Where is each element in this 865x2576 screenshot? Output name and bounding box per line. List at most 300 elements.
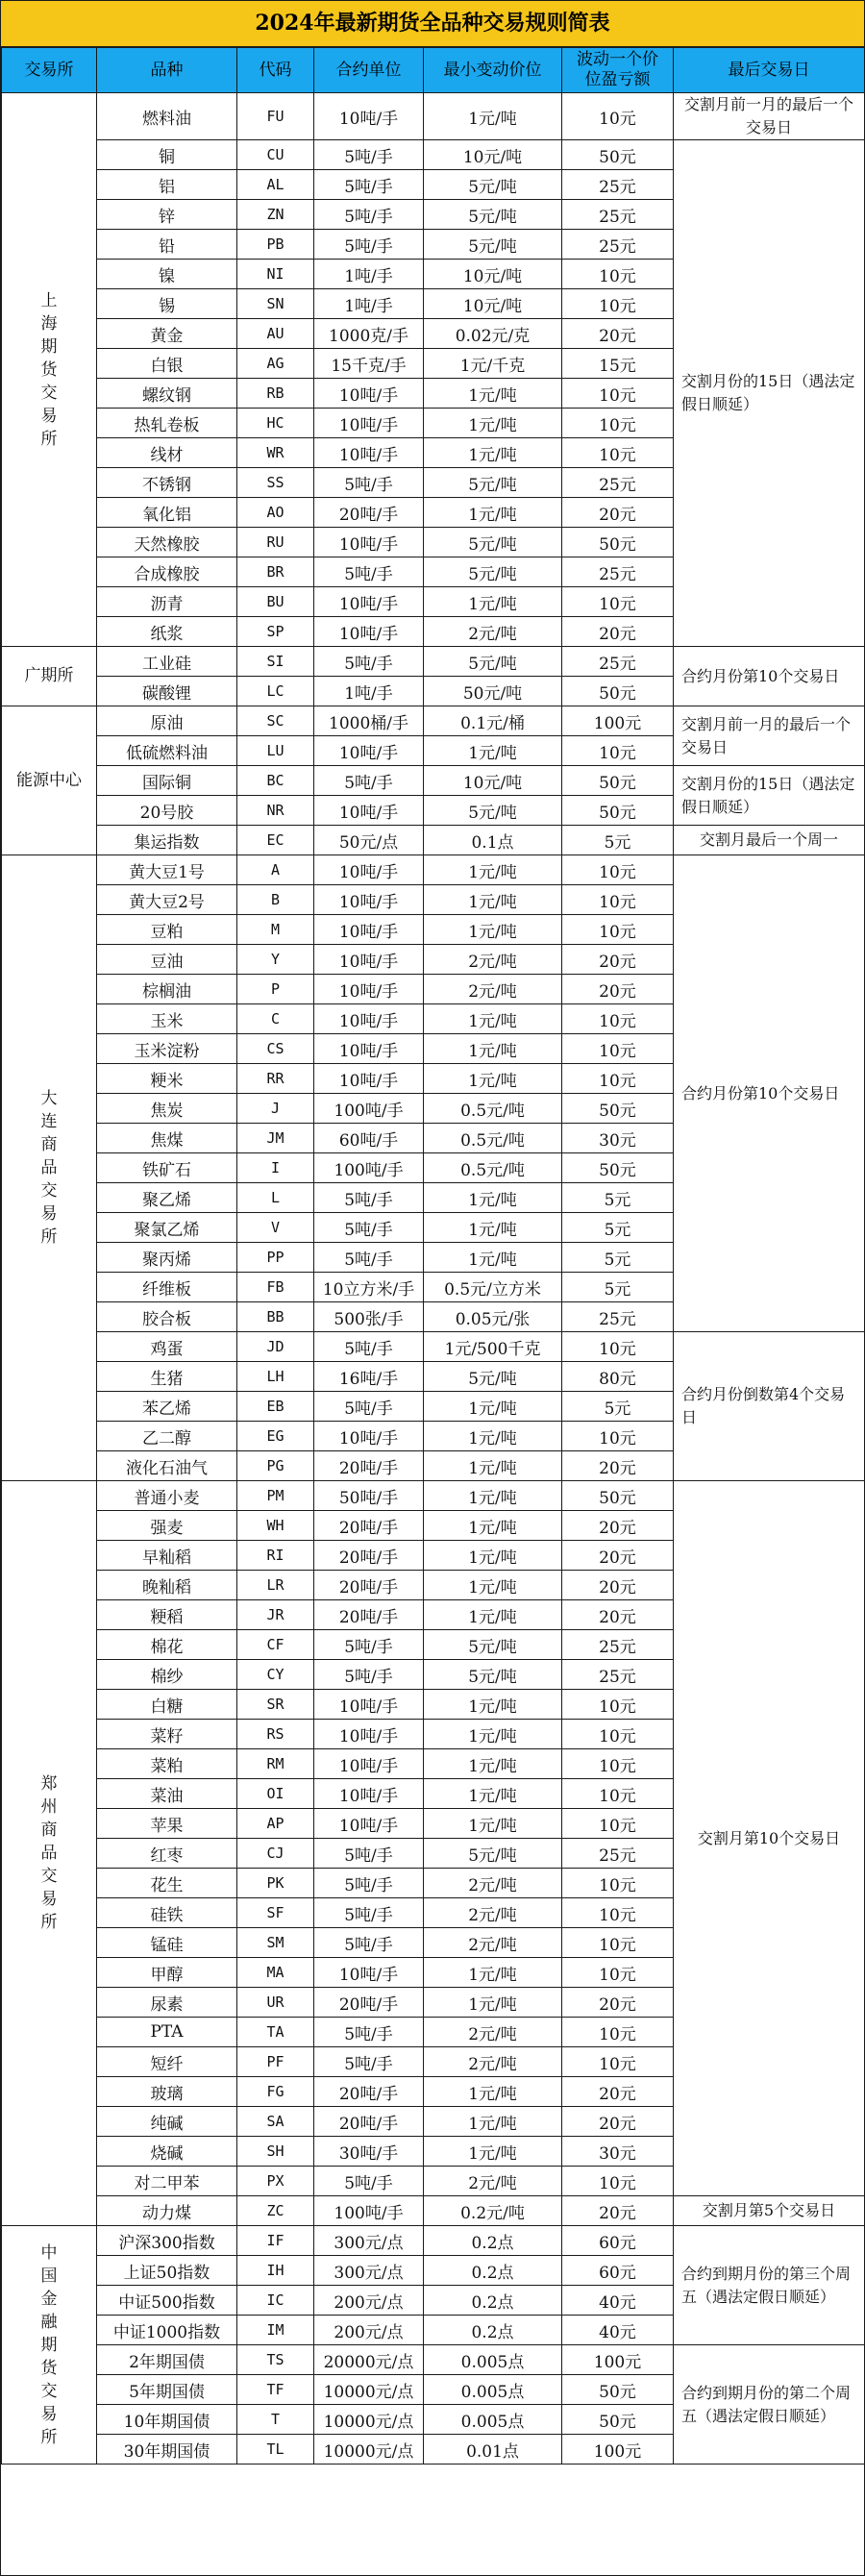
- tick-value-cell: 10元: [562, 1004, 674, 1034]
- tick-value-cell: 10元: [562, 2047, 674, 2077]
- last-trading-day-cell: 合约月份第10个交易日: [674, 647, 865, 706]
- variety-cell: 10年期国债: [97, 2405, 237, 2435]
- contract-unit-cell: 500张/手: [314, 1302, 424, 1332]
- contract-unit-cell: 10吨/手: [314, 975, 424, 1004]
- tick-value-cell: 60元: [562, 2226, 674, 2256]
- tick-value-cell: 10元: [562, 1422, 674, 1451]
- tick-value-cell: 20元: [562, 1571, 674, 1600]
- exchange-name: 广期所: [24, 666, 74, 685]
- tick-value-cell: 5元: [562, 826, 674, 855]
- tick-value-cell: 20元: [562, 2196, 674, 2226]
- variety-cell: 天然橡胶: [97, 528, 237, 557]
- contract-unit-cell: 5吨/手: [314, 1332, 424, 1362]
- min-tick-cell: 1元/吨: [424, 1988, 562, 2018]
- variety-cell: 聚丙烯: [97, 1243, 237, 1273]
- variety-cell: 玉米淀粉: [97, 1034, 237, 1064]
- last-trading-day-cell: 合约到期月份的第二个周五（遇法定假日顺延）: [674, 2345, 865, 2465]
- code-cell: TF: [237, 2375, 314, 2405]
- contract-unit-cell: 100吨/手: [314, 2196, 424, 2226]
- min-tick-cell: 1元/吨: [424, 2107, 562, 2137]
- variety-cell: 铜: [97, 140, 237, 170]
- code-cell: I: [237, 1153, 314, 1183]
- code-cell: SR: [237, 1690, 314, 1720]
- code-cell: FB: [237, 1273, 314, 1302]
- contract-unit-cell: 20吨/手: [314, 1600, 424, 1630]
- code-cell: EC: [237, 826, 314, 855]
- code-cell: RB: [237, 379, 314, 409]
- min-tick-cell: 1元/吨: [424, 1451, 562, 1481]
- tick-value-cell: 10元: [562, 1958, 674, 1988]
- variety-cell: 豆粕: [97, 915, 237, 945]
- min-tick-cell: 0.5元/吨: [424, 1094, 562, 1124]
- variety-cell: 苯乙烯: [97, 1392, 237, 1422]
- min-tick-cell: 0.2点: [424, 2316, 562, 2345]
- contract-unit-cell: 100吨/手: [314, 1153, 424, 1183]
- tick-value-cell: 100元: [562, 2435, 674, 2465]
- tick-value-cell: 10元: [562, 438, 674, 468]
- code-cell: IH: [237, 2256, 314, 2286]
- variety-cell: 纸浆: [97, 617, 237, 647]
- contract-unit-cell: 10吨/手: [314, 528, 424, 557]
- variety-cell: 普通小麦: [97, 1481, 237, 1511]
- contract-unit-cell: 5吨/手: [314, 170, 424, 200]
- variety-cell: 红枣: [97, 1839, 237, 1869]
- contract-unit-cell: 1000桶/手: [314, 706, 424, 736]
- min-tick-cell: 1元/吨: [424, 1779, 562, 1809]
- min-tick-cell: 2元/吨: [424, 1928, 562, 1958]
- contract-unit-cell: 10吨/手: [314, 1779, 424, 1809]
- contract-unit-cell: 200元/点: [314, 2286, 424, 2316]
- contract-unit-cell: 20吨/手: [314, 498, 424, 528]
- header-variety: 品种: [97, 48, 237, 93]
- code-cell: PG: [237, 1451, 314, 1481]
- code-cell: PM: [237, 1481, 314, 1511]
- contract-unit-cell: 5吨/手: [314, 1660, 424, 1690]
- variety-cell: 鸡蛋: [97, 1332, 237, 1362]
- tick-value-cell: 10元: [562, 2167, 674, 2196]
- code-cell: IC: [237, 2286, 314, 2316]
- tick-value-cell: 10元: [562, 1332, 674, 1362]
- exchange-name: 中国金融期货交易所: [40, 2242, 58, 2447]
- contract-unit-cell: 5吨/手: [314, 140, 424, 170]
- code-cell: IM: [237, 2316, 314, 2345]
- tick-value-cell: 15元: [562, 349, 674, 379]
- min-tick-cell: 1元/500千克: [424, 1332, 562, 1362]
- contract-unit-cell: 1000克/手: [314, 319, 424, 349]
- contract-unit-cell: 10吨/手: [314, 93, 424, 140]
- exchange-name: 大连商品交易所: [40, 1089, 58, 1247]
- last-trading-day-cell: 交割月份的15日（遇法定假日顺延）: [674, 766, 865, 826]
- code-cell: PB: [237, 230, 314, 260]
- tick-value-cell: 10元: [562, 1809, 674, 1839]
- tick-value-cell: 10元: [562, 1928, 674, 1958]
- min-tick-cell: 1元/吨: [424, 1064, 562, 1094]
- tick-value-cell: 50元: [562, 1094, 674, 1124]
- table-row: [2, 855, 865, 885]
- tick-value-cell: 40元: [562, 2316, 674, 2345]
- tick-value-cell: 10元: [562, 587, 674, 617]
- contract-unit-cell: 5吨/手: [314, 557, 424, 587]
- code-cell: LR: [237, 1571, 314, 1600]
- tick-value-cell: 100元: [562, 706, 674, 736]
- variety-cell: 甲醇: [97, 1958, 237, 1988]
- variety-cell: 国际铜: [97, 766, 237, 796]
- code-cell: ZN: [237, 200, 314, 230]
- table-row: [2, 647, 865, 677]
- min-tick-cell: 10元/吨: [424, 289, 562, 319]
- tick-value-cell: 20元: [562, 2107, 674, 2137]
- code-cell: AG: [237, 349, 314, 379]
- contract-unit-cell: 5吨/手: [314, 1183, 424, 1213]
- variety-cell: 低硫燃料油: [97, 736, 237, 766]
- code-cell: P: [237, 975, 314, 1004]
- min-tick-cell: 5元/吨: [424, 647, 562, 677]
- tick-value-cell: 20元: [562, 975, 674, 1004]
- code-cell: JD: [237, 1332, 314, 1362]
- code-cell: PK: [237, 1869, 314, 1898]
- tick-value-cell: 10元: [562, 1034, 674, 1064]
- code-cell: WH: [237, 1511, 314, 1541]
- min-tick-cell: 1元/吨: [424, 2077, 562, 2107]
- tick-value-cell: 80元: [562, 1362, 674, 1392]
- tick-value-cell: 10元: [562, 736, 674, 766]
- min-tick-cell: 0.2点: [424, 2226, 562, 2256]
- code-cell: EG: [237, 1422, 314, 1451]
- table-row: [2, 2196, 865, 2226]
- table-row: [2, 140, 865, 170]
- tick-value-cell: 25元: [562, 1630, 674, 1660]
- tick-value-cell: 25元: [562, 1302, 674, 1332]
- tick-value-cell: 10元: [562, 260, 674, 289]
- variety-cell: 烧碱: [97, 2137, 237, 2167]
- variety-cell: 合成橡胶: [97, 557, 237, 587]
- header-last-trading-day: 最后交易日: [674, 48, 865, 93]
- variety-cell: 上证50指数: [97, 2256, 237, 2286]
- variety-cell: 碳酸锂: [97, 677, 237, 706]
- variety-cell: 焦炭: [97, 1094, 237, 1124]
- code-cell: AL: [237, 170, 314, 200]
- code-cell: SN: [237, 289, 314, 319]
- code-cell: SH: [237, 2137, 314, 2167]
- contract-unit-cell: 5吨/手: [314, 647, 424, 677]
- table-row: [2, 93, 865, 140]
- contract-unit-cell: 10吨/手: [314, 1034, 424, 1064]
- tick-value-cell: 10元: [562, 885, 674, 915]
- code-cell: C: [237, 1004, 314, 1034]
- code-cell: RM: [237, 1749, 314, 1779]
- exchange-cell: [2, 855, 97, 1481]
- code-cell: AP: [237, 1809, 314, 1839]
- tick-value-cell: 50元: [562, 528, 674, 557]
- min-tick-cell: 1元/吨: [424, 855, 562, 885]
- table-row: [2, 2226, 865, 2256]
- table-row: [2, 2345, 865, 2375]
- variety-cell: 动力煤: [97, 2196, 237, 2226]
- tick-value-cell: 25元: [562, 1660, 674, 1690]
- code-cell: AO: [237, 498, 314, 528]
- code-cell: BR: [237, 557, 314, 587]
- min-tick-cell: 1元/吨: [424, 1958, 562, 1988]
- contract-unit-cell: 20吨/手: [314, 1571, 424, 1600]
- code-cell: B: [237, 885, 314, 915]
- tick-value-cell: 20元: [562, 498, 674, 528]
- variety-cell: 纤维板: [97, 1273, 237, 1302]
- code-cell: LC: [237, 677, 314, 706]
- variety-cell: PTA: [97, 2018, 237, 2047]
- min-tick-cell: 1元/吨: [424, 1004, 562, 1034]
- min-tick-cell: 2元/吨: [424, 2167, 562, 2196]
- min-tick-cell: 1元/吨: [424, 1511, 562, 1541]
- min-tick-cell: 5元/吨: [424, 557, 562, 587]
- code-cell: TS: [237, 2345, 314, 2375]
- min-tick-cell: 0.5元/吨: [424, 1124, 562, 1153]
- contract-unit-cell: 5吨/手: [314, 1630, 424, 1660]
- tick-value-cell: 25元: [562, 200, 674, 230]
- code-cell: SA: [237, 2107, 314, 2137]
- code-cell: SC: [237, 706, 314, 736]
- variety-cell: 5年期国债: [97, 2375, 237, 2405]
- exchange-cell: [2, 2226, 97, 2465]
- code-cell: JM: [237, 1124, 314, 1153]
- tick-value-cell: 5元: [562, 1392, 674, 1422]
- code-cell: IF: [237, 2226, 314, 2256]
- variety-cell: 20号胶: [97, 796, 237, 826]
- contract-unit-cell: 5吨/手: [314, 2047, 424, 2077]
- variety-cell: 沥青: [97, 587, 237, 617]
- variety-cell: 燃料油: [97, 93, 237, 140]
- tick-value-cell: 25元: [562, 170, 674, 200]
- contract-unit-cell: 1吨/手: [314, 677, 424, 706]
- min-tick-cell: 1元/吨: [424, 438, 562, 468]
- last-trading-day-cell: 合约月份第10个交易日: [674, 855, 865, 1332]
- variety-cell: 铁矿石: [97, 1153, 237, 1183]
- code-cell: A: [237, 855, 314, 885]
- code-cell: WR: [237, 438, 314, 468]
- min-tick-cell: 2元/吨: [424, 1869, 562, 1898]
- variety-cell: 锡: [97, 289, 237, 319]
- contract-unit-cell: 10000元/点: [314, 2435, 424, 2465]
- code-cell: ZC: [237, 2196, 314, 2226]
- min-tick-cell: 0.05元/张: [424, 1302, 562, 1332]
- code-cell: RI: [237, 1541, 314, 1571]
- variety-cell: 菜籽: [97, 1720, 237, 1749]
- tick-value-cell: 10元: [562, 1869, 674, 1898]
- variety-cell: 白糖: [97, 1690, 237, 1720]
- last-trading-day-cell: 合约月份倒数第4个交易日: [674, 1332, 865, 1481]
- code-cell: RR: [237, 1064, 314, 1094]
- min-tick-cell: 10元/吨: [424, 766, 562, 796]
- header-tick-value: 波动一个价位盈亏额: [562, 48, 674, 93]
- variety-cell: 线材: [97, 438, 237, 468]
- variety-cell: 乙二醇: [97, 1422, 237, 1451]
- variety-cell: 粳稻: [97, 1600, 237, 1630]
- min-tick-cell: 1元/吨: [424, 1541, 562, 1571]
- variety-cell: 粳米: [97, 1064, 237, 1094]
- contract-unit-cell: 10吨/手: [314, 617, 424, 647]
- variety-cell: 沪深300指数: [97, 2226, 237, 2256]
- tick-value-cell: 10元: [562, 1898, 674, 1928]
- tick-value-cell: 20元: [562, 617, 674, 647]
- min-tick-cell: 1元/吨: [424, 885, 562, 915]
- min-tick-cell: 0.5元/立方米: [424, 1273, 562, 1302]
- code-cell: FG: [237, 2077, 314, 2107]
- min-tick-cell: 1元/吨: [424, 1749, 562, 1779]
- min-tick-cell: 10元/吨: [424, 140, 562, 170]
- contract-unit-cell: 10吨/手: [314, 885, 424, 915]
- contract-unit-cell: 20吨/手: [314, 1988, 424, 2018]
- tick-value-cell: 10元: [562, 409, 674, 438]
- contract-unit-cell: 300元/点: [314, 2226, 424, 2256]
- min-tick-cell: 5元/吨: [424, 1660, 562, 1690]
- code-cell: PF: [237, 2047, 314, 2077]
- variety-cell: 棉花: [97, 1630, 237, 1660]
- contract-unit-cell: 20吨/手: [314, 2077, 424, 2107]
- min-tick-cell: 0.02元/克: [424, 319, 562, 349]
- tick-value-cell: 50元: [562, 796, 674, 826]
- min-tick-cell: 1元/吨: [424, 2137, 562, 2167]
- min-tick-cell: 5元/吨: [424, 230, 562, 260]
- variety-cell: 棉纱: [97, 1660, 237, 1690]
- min-tick-cell: 0.1点: [424, 826, 562, 855]
- min-tick-cell: 2元/吨: [424, 2047, 562, 2077]
- tick-value-cell: 50元: [562, 140, 674, 170]
- exchange-cell: [2, 647, 97, 706]
- code-cell: SF: [237, 1898, 314, 1928]
- contract-unit-cell: 10000元/点: [314, 2375, 424, 2405]
- table-row: [2, 766, 865, 796]
- tick-value-cell: 10元: [562, 1720, 674, 1749]
- variety-cell: 黄大豆1号: [97, 855, 237, 885]
- contract-unit-cell: 20吨/手: [314, 1541, 424, 1571]
- variety-cell: 30年期国债: [97, 2435, 237, 2465]
- tick-value-cell: 10元: [562, 1064, 674, 1094]
- code-cell: AU: [237, 319, 314, 349]
- code-cell: LH: [237, 1362, 314, 1392]
- last-trading-day-cell: 交割月最后一个周一: [674, 826, 865, 855]
- variety-cell: 螺纹钢: [97, 379, 237, 409]
- last-trading-day-cell: 交割月第5个交易日: [674, 2196, 865, 2226]
- variety-cell: 强麦: [97, 1511, 237, 1541]
- exchange-name: 能源中心: [16, 770, 82, 790]
- code-cell: BC: [237, 766, 314, 796]
- tick-value-cell: 10元: [562, 915, 674, 945]
- tick-value-cell: 5元: [562, 1183, 674, 1213]
- page-title: 2024年最新期货全品种交易规则简表: [1, 1, 864, 47]
- min-tick-cell: 1元/吨: [424, 1809, 562, 1839]
- contract-unit-cell: 10吨/手: [314, 409, 424, 438]
- code-cell: HC: [237, 409, 314, 438]
- code-cell: UR: [237, 1988, 314, 2018]
- min-tick-cell: 1元/吨: [424, 1720, 562, 1749]
- contract-unit-cell: 20吨/手: [314, 1451, 424, 1481]
- variety-cell: 生猪: [97, 1362, 237, 1392]
- min-tick-cell: 5元/吨: [424, 796, 562, 826]
- tick-value-cell: 50元: [562, 2375, 674, 2405]
- tick-value-cell: 10元: [562, 289, 674, 319]
- contract-unit-cell: 50元/点: [314, 826, 424, 855]
- contract-unit-cell: 20吨/手: [314, 1511, 424, 1541]
- contract-unit-cell: 15千克/手: [314, 349, 424, 379]
- min-tick-cell: 1元/吨: [424, 1213, 562, 1243]
- min-tick-cell: 1元/吨: [424, 915, 562, 945]
- code-cell: BU: [237, 587, 314, 617]
- variety-cell: 工业硅: [97, 647, 237, 677]
- contract-unit-cell: 300元/点: [314, 2256, 424, 2286]
- contract-unit-cell: 5吨/手: [314, 1928, 424, 1958]
- variety-cell: 棕榈油: [97, 975, 237, 1004]
- variety-cell: 短纤: [97, 2047, 237, 2077]
- code-cell: TL: [237, 2435, 314, 2465]
- last-trading-day-cell: 交割月第10个交易日: [674, 1481, 865, 2196]
- tick-value-cell: 20元: [562, 1541, 674, 1571]
- min-tick-cell: 0.5元/吨: [424, 1153, 562, 1183]
- code-cell: JR: [237, 1600, 314, 1630]
- contract-unit-cell: 5吨/手: [314, 2018, 424, 2047]
- code-cell: CU: [237, 140, 314, 170]
- variety-cell: 菜粕: [97, 1749, 237, 1779]
- variety-cell: 晚籼稻: [97, 1571, 237, 1600]
- tick-value-cell: 5元: [562, 1213, 674, 1243]
- contract-unit-cell: 5吨/手: [314, 2167, 424, 2196]
- min-tick-cell: 2元/吨: [424, 975, 562, 1004]
- contract-unit-cell: 20000元/点: [314, 2345, 424, 2375]
- code-cell: FU: [237, 93, 314, 140]
- variety-cell: 玻璃: [97, 2077, 237, 2107]
- min-tick-cell: 0.2点: [424, 2286, 562, 2316]
- tick-value-cell: 20元: [562, 945, 674, 975]
- table-row: [2, 706, 865, 736]
- variety-cell: 玉米: [97, 1004, 237, 1034]
- contract-unit-cell: 50吨/手: [314, 1481, 424, 1511]
- code-cell: SM: [237, 1928, 314, 1958]
- variety-cell: 尿素: [97, 1988, 237, 2018]
- tick-value-cell: 25元: [562, 1839, 674, 1869]
- contract-unit-cell: 10吨/手: [314, 1064, 424, 1094]
- code-cell: NR: [237, 796, 314, 826]
- code-cell: RS: [237, 1720, 314, 1749]
- variety-cell: 锌: [97, 200, 237, 230]
- variety-cell: 豆油: [97, 945, 237, 975]
- variety-cell: 菜油: [97, 1779, 237, 1809]
- rules-table: [1, 47, 865, 2465]
- contract-unit-cell: 10吨/手: [314, 1690, 424, 1720]
- min-tick-cell: 0.005点: [424, 2405, 562, 2435]
- code-cell: CF: [237, 1630, 314, 1660]
- min-tick-cell: 5元/吨: [424, 528, 562, 557]
- header-row: [2, 48, 865, 93]
- tick-value-cell: 10元: [562, 1749, 674, 1779]
- variety-cell: 黄大豆2号: [97, 885, 237, 915]
- contract-unit-cell: 10吨/手: [314, 915, 424, 945]
- code-cell: OI: [237, 1779, 314, 1809]
- min-tick-cell: 1元/吨: [424, 1392, 562, 1422]
- min-tick-cell: 5元/吨: [424, 1362, 562, 1392]
- code-cell: RU: [237, 528, 314, 557]
- contract-unit-cell: 60吨/手: [314, 1124, 424, 1153]
- min-tick-cell: 0.1元/桶: [424, 706, 562, 736]
- contract-unit-cell: 30吨/手: [314, 2137, 424, 2167]
- contract-unit-cell: 10吨/手: [314, 438, 424, 468]
- tick-value-cell: 50元: [562, 1153, 674, 1183]
- tick-value-cell: 10元: [562, 855, 674, 885]
- contract-unit-cell: 5吨/手: [314, 1869, 424, 1898]
- min-tick-cell: 5元/吨: [424, 170, 562, 200]
- contract-unit-cell: 10立方米/手: [314, 1273, 424, 1302]
- contract-unit-cell: 16吨/手: [314, 1362, 424, 1392]
- min-tick-cell: 50元/吨: [424, 677, 562, 706]
- variety-cell: 中证1000指数: [97, 2316, 237, 2345]
- code-cell: PP: [237, 1243, 314, 1273]
